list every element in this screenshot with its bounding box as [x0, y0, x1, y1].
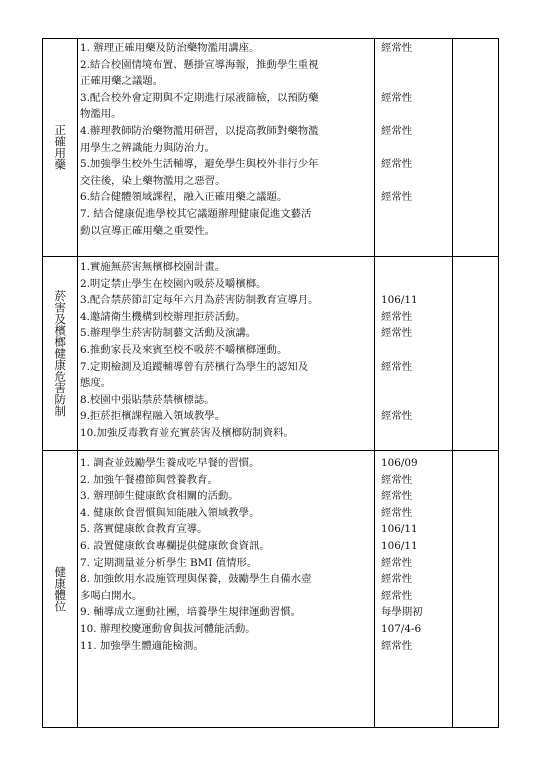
- item-line: 4. 健康飲食習慣與知能融入領域教學。: [80, 506, 260, 519]
- section-dates: [381, 259, 447, 442]
- item-line: 1.實施無菸害無檳榔校園計畫。: [80, 261, 225, 273]
- table-border-top: [42, 38, 499, 39]
- date-cell: 106/11: [381, 523, 418, 536]
- date-cell: 106/11: [381, 539, 418, 552]
- item-line: 8.校園中張貼禁菸禁檳標誌。: [80, 393, 215, 406]
- date-cell: 經常性: [381, 639, 413, 652]
- table-border-bottom: [42, 727, 499, 728]
- item-line: 物濫用。: [80, 108, 122, 121]
- item-line: 多喝白開水。: [80, 589, 143, 602]
- date-cell: 經常性: [381, 191, 413, 204]
- date-cell: 經常性: [381, 360, 413, 373]
- date-cell: 經常性: [381, 410, 413, 423]
- date-cell: 經常性: [381, 506, 413, 519]
- item-line: 6.推動家長及來賓至校不吸菸不嚼檳榔運動。: [80, 343, 288, 356]
- column-divider-dates: [452, 38, 453, 728]
- item-line: 7.定期檢測及追蹤輔導曾有菸檳行為學生的認知及: [80, 360, 309, 373]
- item-line: 用學生之辨識能力與防治力。: [80, 141, 216, 154]
- date-cell: [381, 276, 447, 293]
- item-line: 6.結合健體領域課程，融入正確用藥之議題。: [80, 191, 288, 204]
- category-label: 菸害及檳榔健康危害防制: [53, 289, 68, 417]
- date-cell: 經常性: [381, 91, 413, 104]
- date-cell: [381, 425, 447, 442]
- item-line: 6. 設置健康飲食專欄提供健康飲食資訊。: [80, 539, 270, 552]
- item-line: 2.結合校園情境布置、懸掛宣導海報，推動學生重視: [80, 58, 319, 71]
- item-line: 4.邀請衛生機構到校辦理拒菸活動。: [80, 310, 246, 323]
- item-line: 5.辦理學生菸害防制藝文活動及演講。: [80, 327, 257, 340]
- date-cell: 經常性: [381, 573, 413, 586]
- table-border-right: [498, 38, 499, 728]
- date-cell: [381, 375, 447, 392]
- date-cell: [381, 342, 447, 359]
- date-cell: 經常性: [381, 310, 413, 323]
- section-dates: [381, 455, 447, 654]
- date-cell: 經常性: [381, 327, 413, 340]
- date-cell: [381, 73, 447, 90]
- item-line: 5. 落實健康飲食教育宣導。: [80, 523, 208, 536]
- item-line: 2. 加強午餐禮節與營養教育。: [80, 473, 218, 486]
- item-line: 5.加強學生校外生活輔導，避免學生與校外非行少年: [80, 158, 319, 171]
- item-line: 9. 輔導成立運動社團，培養學生規律運動習慣。: [80, 606, 302, 619]
- date-cell: [381, 206, 447, 223]
- section-items: [80, 40, 372, 239]
- date-cell: 經常性: [381, 473, 413, 486]
- section-items: [80, 455, 372, 654]
- row-divider-2: [42, 450, 499, 451]
- date-cell: 106/09: [381, 457, 418, 469]
- section-dates: [381, 40, 447, 239]
- date-cell: [381, 223, 447, 240]
- item-line: 正確用藥之議題。: [80, 75, 164, 88]
- date-cell: 每學期初: [381, 606, 423, 619]
- date-cell: [381, 259, 447, 276]
- column-divider-category: [77, 38, 78, 728]
- date-cell: 經常性: [381, 556, 413, 569]
- table-border-left: [42, 38, 43, 728]
- item-line: 9.拒菸拒檳課程融入領域教學。: [80, 410, 225, 423]
- date-cell: 經常性: [381, 589, 413, 602]
- item-line: 3.配合校外會定期與不定期進行尿液篩檢，以預防藥: [80, 91, 319, 104]
- item-line: 態度。: [80, 377, 112, 390]
- date-cell: [381, 392, 447, 409]
- column-divider-items: [374, 38, 375, 728]
- date-cell: [381, 106, 447, 123]
- date-cell: [381, 173, 447, 190]
- item-line: 3. 辦理師生健康飲食相關的活動。: [80, 490, 239, 503]
- item-line: 10.加強反毒教育並充實菸害及檳榔防制資料。: [80, 426, 294, 439]
- item-line: 2.明定禁止學生在校園內吸菸及嚼檳榔。: [80, 277, 267, 290]
- item-line: 4.辦理教師防治藥物濫用研習，以提高教師對藥物濫: [80, 124, 319, 137]
- item-line: 1. 辦理正確用藥及防治藥物濫用講座。: [80, 42, 260, 54]
- date-cell: 經常性: [381, 124, 413, 137]
- item-line: 1. 調查並鼓勵學生養成吃早餐的習慣。: [80, 457, 260, 469]
- item-line: 7. 定期測量並分析學生 BMI 值情形。: [80, 556, 258, 569]
- date-cell: 106/11: [381, 294, 418, 307]
- item-line: 11. 加強學生體適能檢測。: [80, 639, 204, 652]
- item-line: 動以宣導正確用藥之重要性。: [80, 224, 216, 237]
- category-label: 正確用藥: [53, 124, 68, 170]
- item-line: 交往後，染上藥物濫用之惡習。: [80, 174, 226, 187]
- item-line: 8. 加強飲用水設施管理與保養，鼓勵學生自備水壺: [80, 573, 312, 586]
- item-line: 7. 結合健康促進學校其它議題辦理健康促進文藝活: [80, 207, 312, 220]
- item-line: 10. 辦理校慶運動會與拔河體能活動。: [80, 622, 256, 635]
- section-items: [80, 259, 372, 442]
- date-cell: [381, 140, 447, 157]
- date-cell: [381, 57, 447, 74]
- date-cell: 107/4-6: [381, 622, 422, 635]
- date-cell: 經常性: [381, 42, 413, 54]
- row-divider-1: [42, 256, 499, 257]
- category-label: 健康體位: [53, 565, 68, 612]
- item-line: 3.配合禁菸節訂定每年六月為菸害防制教育宣導月。: [80, 294, 319, 307]
- date-cell: 經常性: [381, 490, 413, 503]
- date-cell: 經常性: [381, 158, 413, 171]
